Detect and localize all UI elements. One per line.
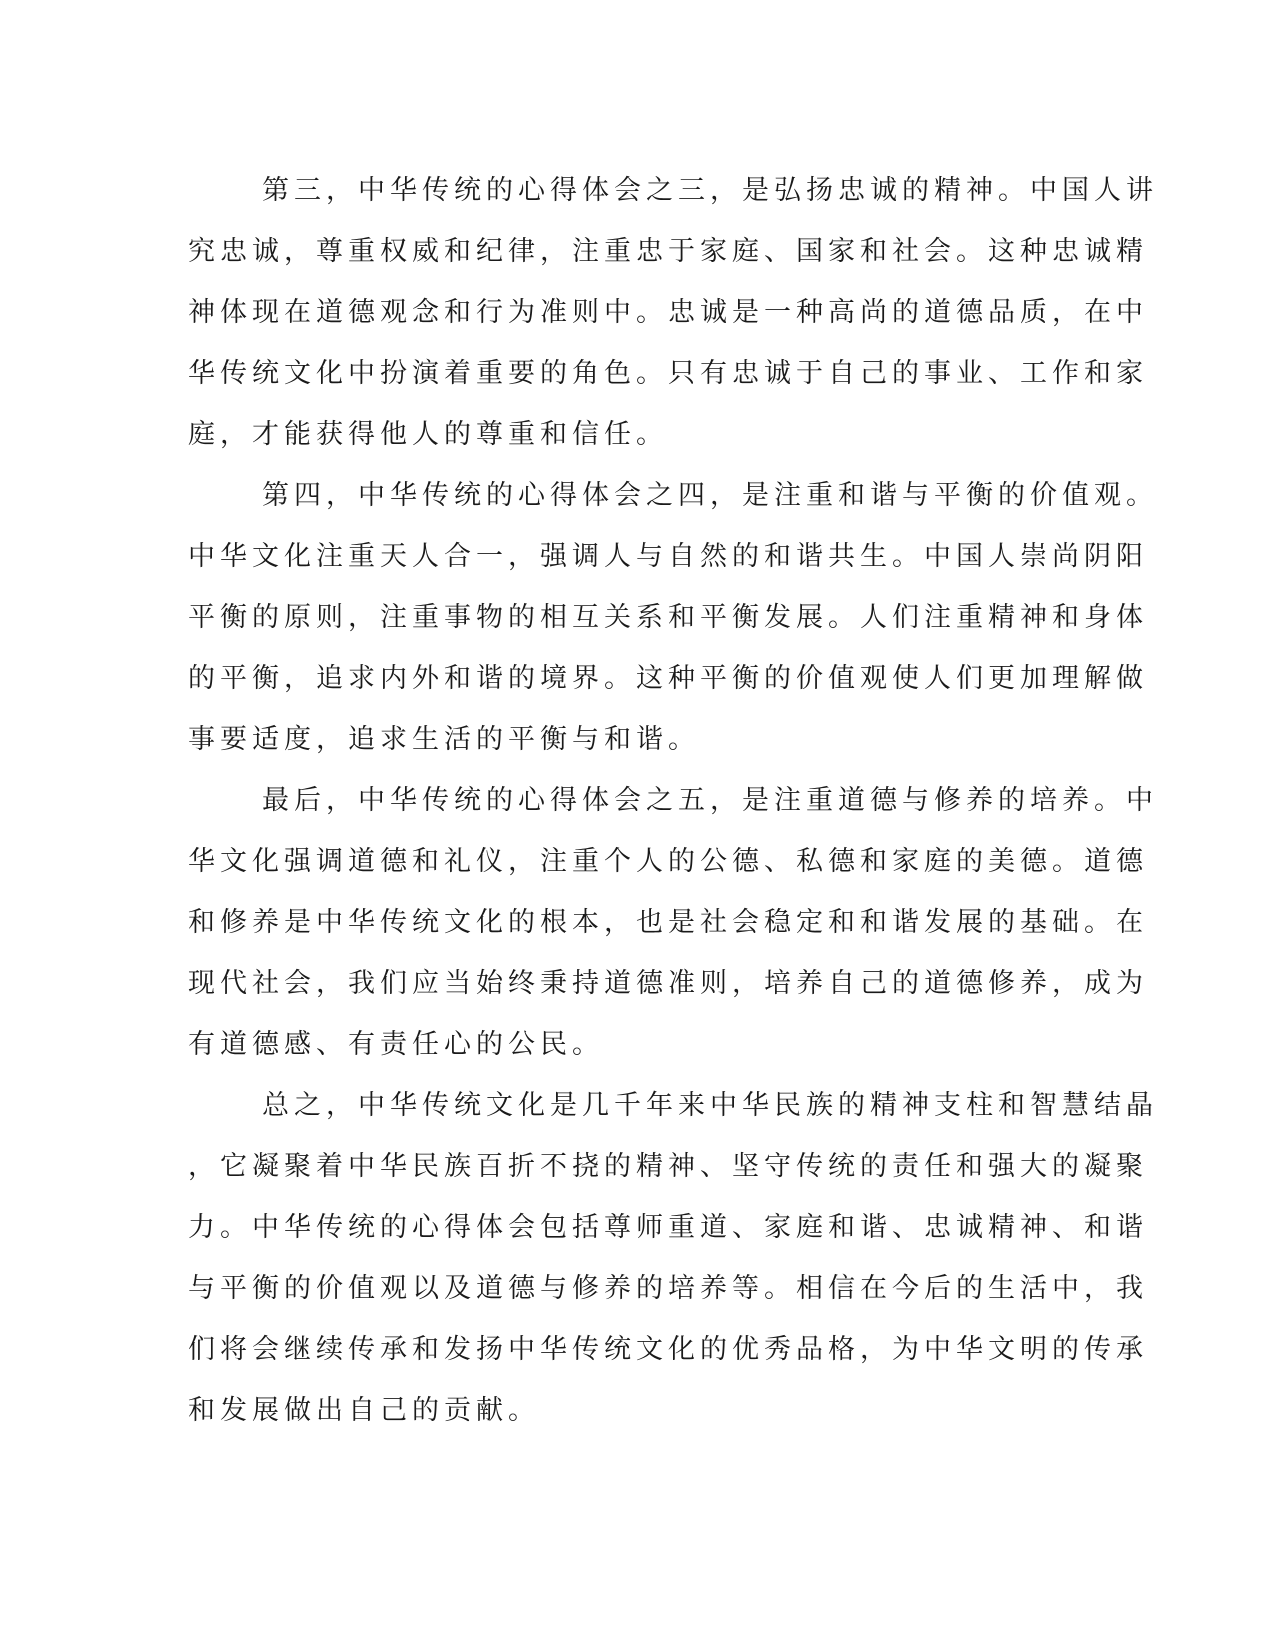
text-line: 最后，中华传统的心得体会之五，是注重道德与修养的培养。中 [262,785,1158,816]
text-line: 们将会继续传承和发扬中华传统文化的优秀品格，为中华文明的传承 [188,1334,1148,1365]
text-line: 究忠诚，尊重权威和纪律，注重忠于家庭、国家和社会。这种忠诚精 [188,236,1148,267]
text-line: 事要适度，追求生活的平衡与和谐。 [188,724,700,755]
text-line: 平衡的原则，注重事物的相互关系和平衡发展。人们注重精神和身体 [188,602,1148,633]
document-body [188,160,1158,1441]
text-line: 庭，才能获得他人的尊重和信任。 [188,419,668,450]
text-line: 神体现在道德观念和行为准则中。忠诚是一种高尚的道德品质，在中 [188,297,1148,328]
text-line: 第四，中华传统的心得体会之四，是注重和谐与平衡的价值观。 [262,480,1158,511]
text-line: 中华文化注重天人合一，强调人与自然的和谐共生。中国人崇尚阴阳 [188,541,1148,572]
text-line: 的平衡，追求内外和谐的境界。这种平衡的价值观使人们更加理解做 [188,663,1148,694]
text-line: 总之，中华传统文化是几千年来中华民族的精神支柱和智慧结晶 [262,1090,1158,1121]
text-line: 和修养是中华传统文化的根本，也是社会稳定和和谐发展的基础。在 [188,907,1148,938]
text-line: 和发展做出自己的贡献。 [188,1395,540,1426]
text-line: 力。中华传统的心得体会包括尊师重道、家庭和谐、忠诚精神、和谐 [188,1212,1148,1243]
text-line: 华传统文化中扮演着重要的角色。只有忠诚于自己的事业、工作和家 [188,358,1148,389]
text-line: 与平衡的价值观以及道德与修养的培养等。相信在今后的生活中，我 [188,1273,1148,1304]
paragraph-conclusion [188,1075,1158,1441]
text-line: ，它凝聚着中华民族百折不挠的精神、坚守传统的责任和强大的凝聚 [188,1151,1148,1182]
text-line: 华文化强调道德和礼仪，注重个人的公德、私德和家庭的美德。道德 [188,846,1148,877]
paragraph-loyalty [188,160,1158,465]
text-line: 第三，中华传统的心得体会之三，是弘扬忠诚的精神。中国人讲 [262,175,1158,206]
paragraph-morality [188,770,1158,1075]
paragraph-harmony [188,465,1158,770]
text-line: 有道德感、有责任心的公民。 [188,1029,604,1060]
text-line: 现代社会，我们应当始终秉持道德准则，培养自己的道德修养，成为 [188,968,1148,999]
